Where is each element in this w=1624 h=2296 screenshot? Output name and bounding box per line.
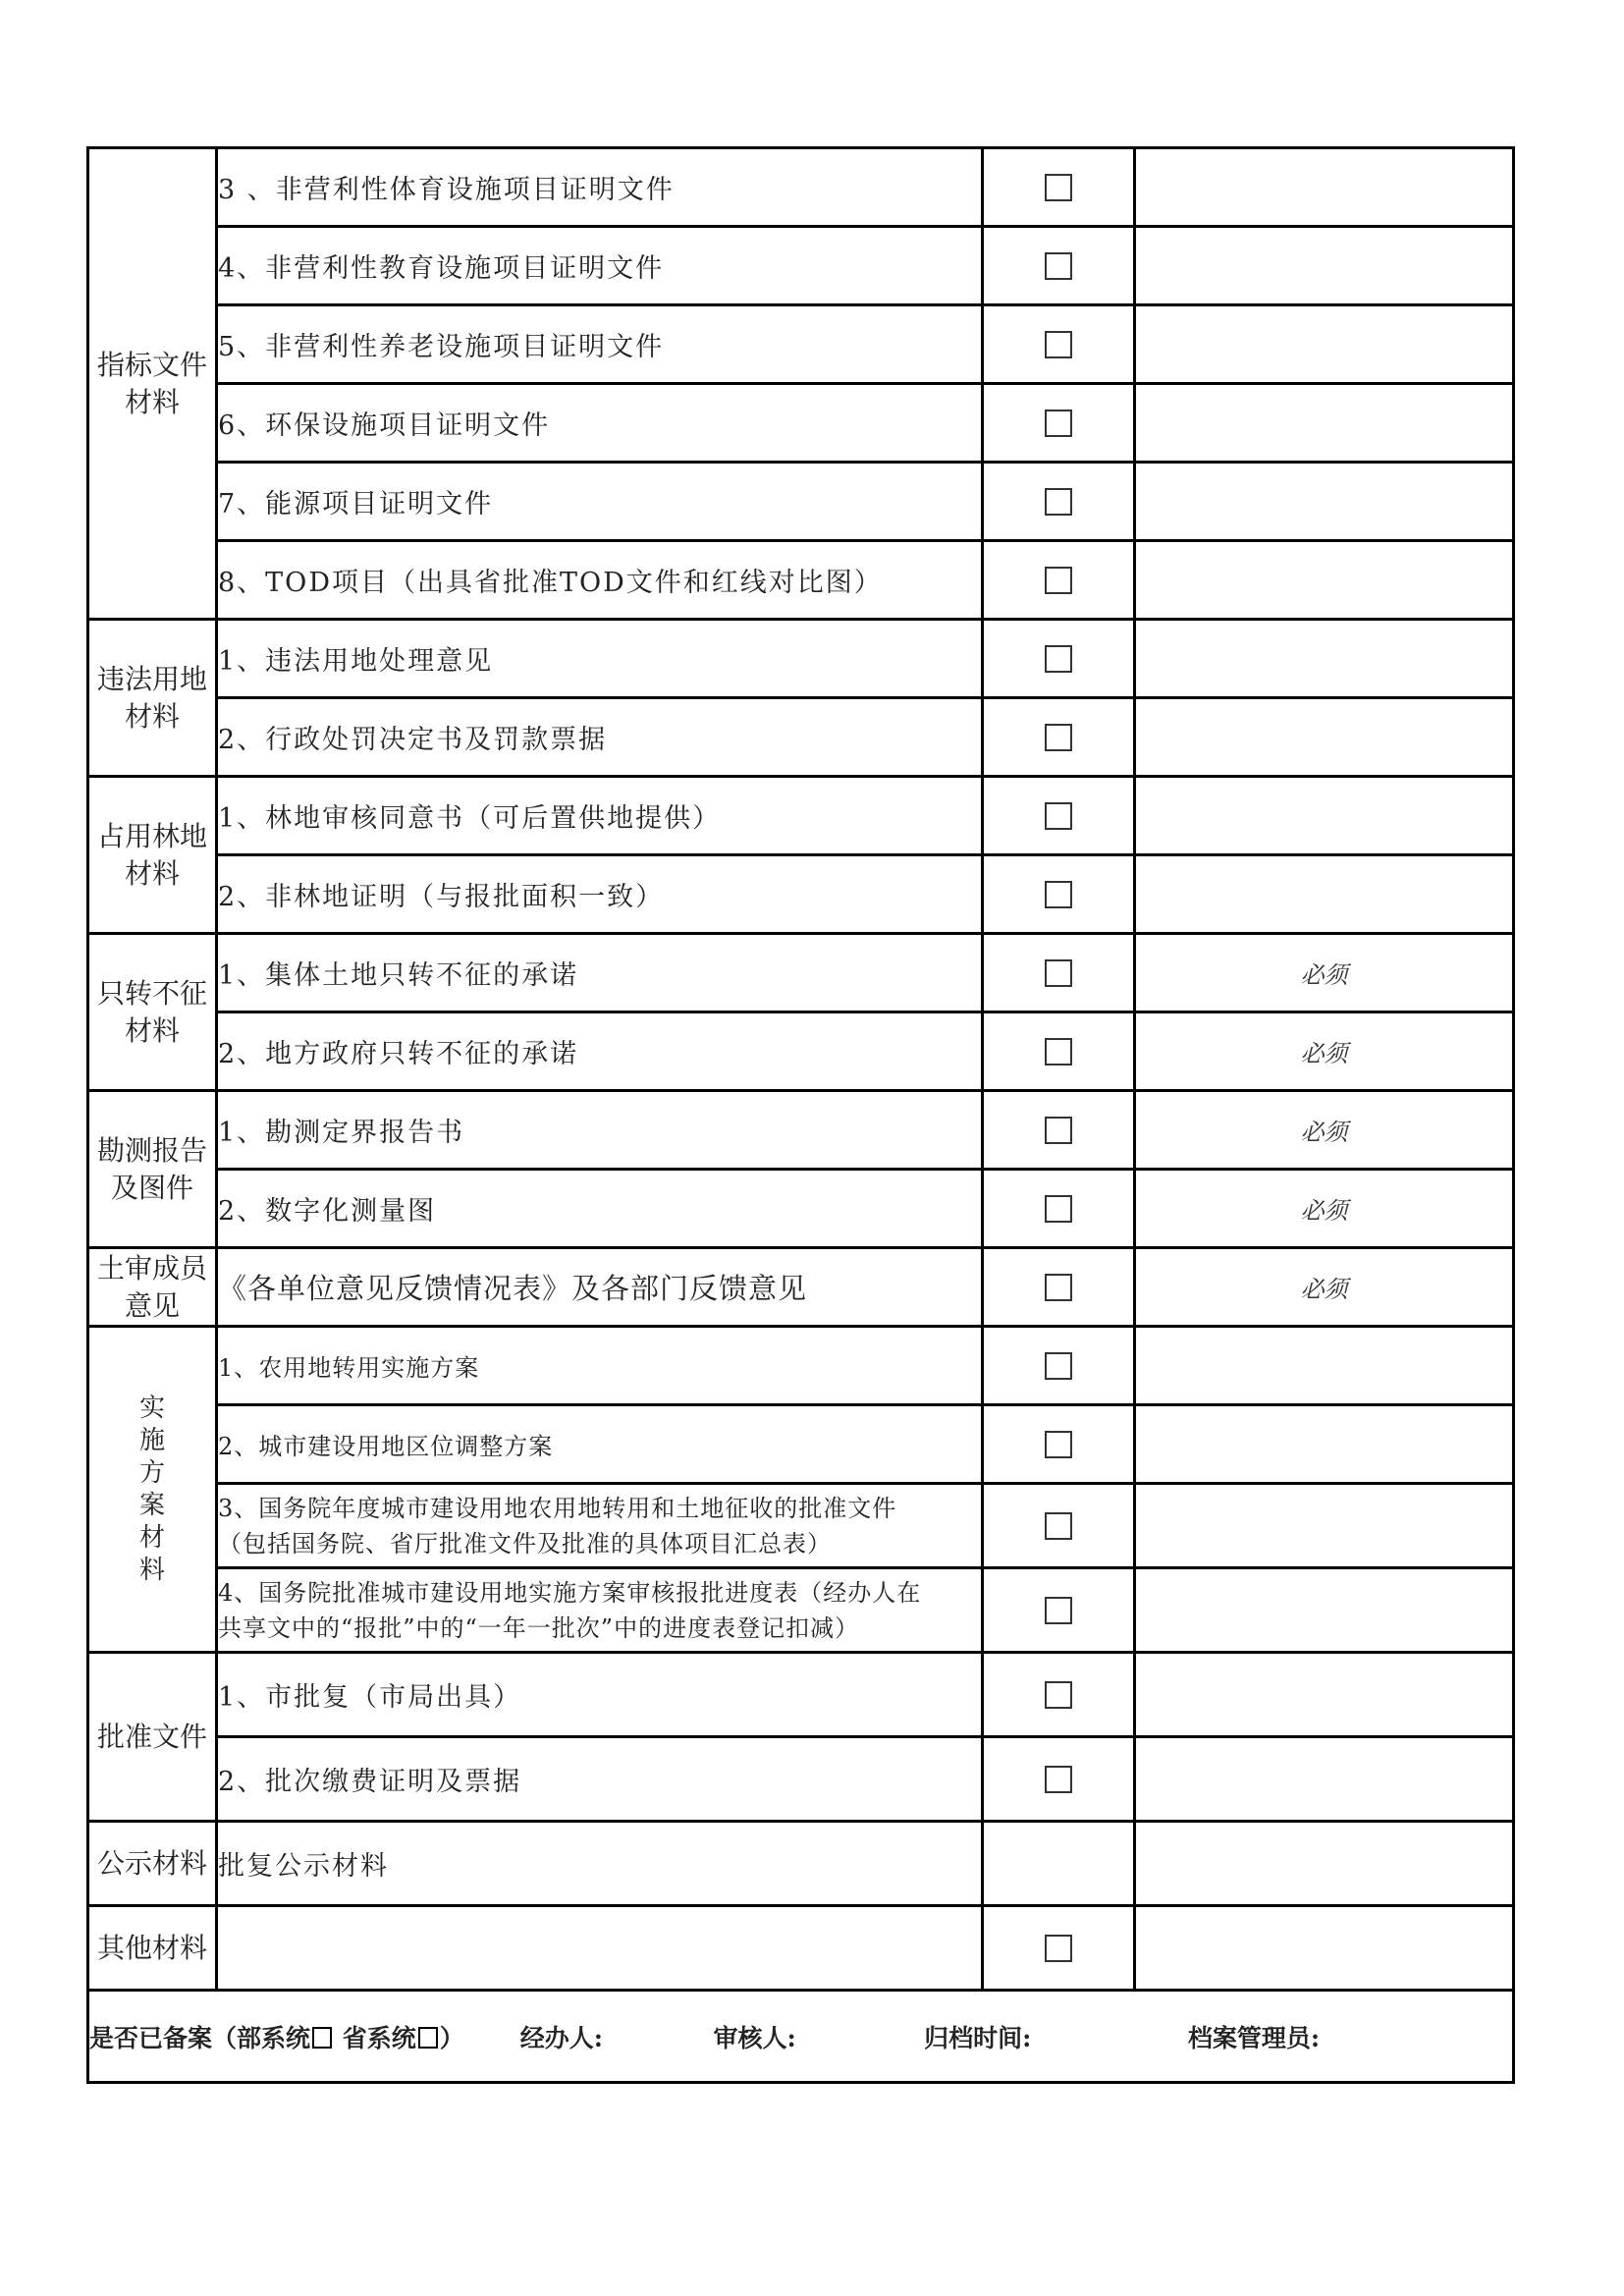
remark-cell	[1135, 1484, 1514, 1568]
item-label: 2、地方政府只转不征的承诺	[217, 1012, 983, 1091]
remark-cell	[1135, 1737, 1514, 1822]
category-cell: 指标文件 材料	[88, 148, 217, 620]
ministry-system-checkbox[interactable]	[312, 2027, 332, 2049]
checkbox[interactable]	[1045, 410, 1072, 437]
item-label: 2、城市建设用地区位调整方案	[217, 1405, 983, 1484]
table-row	[88, 934, 1514, 1012]
remark-cell	[1135, 1653, 1514, 1737]
archivist-label: 档案管理员:	[1187, 2023, 1321, 2052]
item-label: 8、TOD项目（出具省批准TOD文件和红线对比图）	[217, 541, 983, 620]
table-row	[88, 227, 1514, 305]
category-cell: 违法用地 材料	[88, 620, 217, 777]
table-row	[88, 305, 1514, 384]
checkbox[interactable]	[1045, 1431, 1072, 1458]
table-row	[88, 1327, 1514, 1405]
remark-cell	[1135, 777, 1514, 855]
remark-cell: 必须	[1135, 1170, 1514, 1248]
table-row	[88, 1822, 1514, 1906]
handler-label: 经办人:	[519, 2023, 603, 2052]
remark-cell	[1135, 541, 1514, 620]
filing-status: 是否已备案（部系统 省系统 ）	[89, 2023, 464, 2052]
item-label: 3、国务院年度城市建设用地农用地转用和土地征收的批准文件 （包括国务院、省厅批准文件及批准的具体项目汇总表）	[217, 1484, 983, 1568]
remark-cell	[1135, 698, 1514, 777]
remark-cell	[1135, 227, 1514, 305]
remark-cell	[1135, 384, 1514, 463]
archive-time-label: 归档时间:	[924, 2023, 1032, 2052]
table-row	[88, 1405, 1514, 1484]
table-row	[88, 855, 1514, 934]
checkbox[interactable]	[1045, 488, 1072, 516]
remark-cell	[1135, 305, 1514, 384]
remark-cell: 必须	[1135, 1248, 1514, 1327]
category-cell: 批准文件	[88, 1653, 217, 1822]
footer-row	[88, 1991, 1514, 2083]
item-label: 1、市批复（市局出具）	[217, 1653, 983, 1737]
item-label: 批复公示材料	[217, 1822, 983, 1906]
item-label	[217, 1906, 983, 1991]
checkbox[interactable]	[1045, 252, 1072, 280]
table-row	[88, 148, 1514, 227]
checkbox[interactable]	[1045, 1935, 1072, 1962]
checkbox[interactable]	[1045, 1352, 1072, 1380]
remark-cell	[1135, 1327, 1514, 1405]
table-row	[88, 463, 1514, 541]
table-row	[88, 384, 1514, 463]
table-row	[88, 1012, 1514, 1091]
item-label: 4、非营利性教育设施项目证明文件	[217, 227, 983, 305]
table-row	[88, 1906, 1514, 1991]
table-row	[88, 1737, 1514, 1822]
category-cell: 实 施 方 案 材 料	[88, 1327, 217, 1653]
item-label: 2、数字化测量图	[217, 1170, 983, 1248]
table-row	[88, 541, 1514, 620]
remark-cell	[1135, 1405, 1514, 1484]
checkbox[interactable]	[1045, 1512, 1072, 1540]
category-cell: 只转不征 材料	[88, 934, 217, 1091]
remark-cell	[1135, 463, 1514, 541]
remark-cell	[1135, 1568, 1514, 1653]
item-label: 6、环保设施项目证明文件	[217, 384, 983, 463]
item-label: 1、勘测定界报告书	[217, 1091, 983, 1170]
item-label: 《各单位意见反馈情况表》及各部门反馈意见	[217, 1248, 983, 1327]
category-cell: 勘测报告 及图件	[88, 1091, 217, 1248]
item-label: 4、国务院批准城市建设用地实施方案审核报批进度表（经办人在 共享文中的“报批”中的“一年一批次”中的进度表登记扣减）	[217, 1568, 983, 1653]
remark-cell	[1135, 148, 1514, 227]
reviewer-label: 审核人:	[713, 2023, 796, 2052]
remark-cell: 必须	[1135, 934, 1514, 1012]
table-row	[88, 1484, 1514, 1568]
remark-cell: 必须	[1135, 1012, 1514, 1091]
category-cell: 土审成员 意见	[88, 1248, 217, 1327]
remark-cell	[1135, 855, 1514, 934]
item-label: 5、非营利性养老设施项目证明文件	[217, 305, 983, 384]
checkbox[interactable]	[1045, 1766, 1072, 1793]
category-cell: 占用林地 材料	[88, 777, 217, 934]
checkbox[interactable]	[1045, 1195, 1072, 1223]
table-row	[88, 1248, 1514, 1327]
remark-cell	[1135, 1906, 1514, 1991]
materials-checklist-table	[86, 146, 1515, 2084]
table-row	[88, 1653, 1514, 1737]
checkbox[interactable]	[1045, 331, 1072, 358]
item-label: 7、能源项目证明文件	[217, 463, 983, 541]
table-row	[88, 1568, 1514, 1653]
item-label: 1、农用地转用实施方案	[217, 1327, 983, 1405]
checkbox[interactable]	[1045, 959, 1072, 987]
checkbox[interactable]	[1045, 881, 1072, 908]
checkbox[interactable]	[1045, 174, 1072, 201]
checkbox[interactable]	[1045, 1274, 1072, 1301]
item-label: 2、行政处罚决定书及罚款票据	[217, 698, 983, 777]
province-system-checkbox[interactable]	[418, 2027, 438, 2049]
checkbox[interactable]	[1045, 567, 1072, 594]
checkbox[interactable]	[1045, 802, 1072, 830]
item-label: 2、批次缴费证明及票据	[217, 1737, 983, 1822]
checkbox[interactable]	[1045, 645, 1072, 673]
category-cell: 其他材料	[88, 1906, 217, 1991]
remark-cell: 必须	[1135, 1091, 1514, 1170]
checkbox[interactable]	[1045, 1681, 1072, 1709]
remark-cell	[1135, 1822, 1514, 1906]
item-label: 3 、非营利性体育设施项目证明文件	[217, 148, 983, 227]
item-label: 2、非林地证明（与报批面积一致）	[217, 855, 983, 934]
checkbox[interactable]	[1045, 1038, 1072, 1066]
table-row	[88, 698, 1514, 777]
item-label: 1、林地审核同意书（可后置供地提供）	[217, 777, 983, 855]
table-row	[88, 1170, 1514, 1248]
table-row	[88, 777, 1514, 855]
remark-cell	[1135, 620, 1514, 698]
category-cell: 公示材料	[88, 1822, 217, 1906]
checkbox[interactable]	[1045, 1597, 1072, 1624]
item-label: 1、违法用地处理意见	[217, 620, 983, 698]
filing-footer	[88, 1991, 1514, 2083]
table-row	[88, 1091, 1514, 1170]
checkbox[interactable]	[1045, 1117, 1072, 1144]
table-row	[88, 620, 1514, 698]
checkbox[interactable]	[1045, 724, 1072, 751]
item-label: 1、集体土地只转不征的承诺	[217, 934, 983, 1012]
